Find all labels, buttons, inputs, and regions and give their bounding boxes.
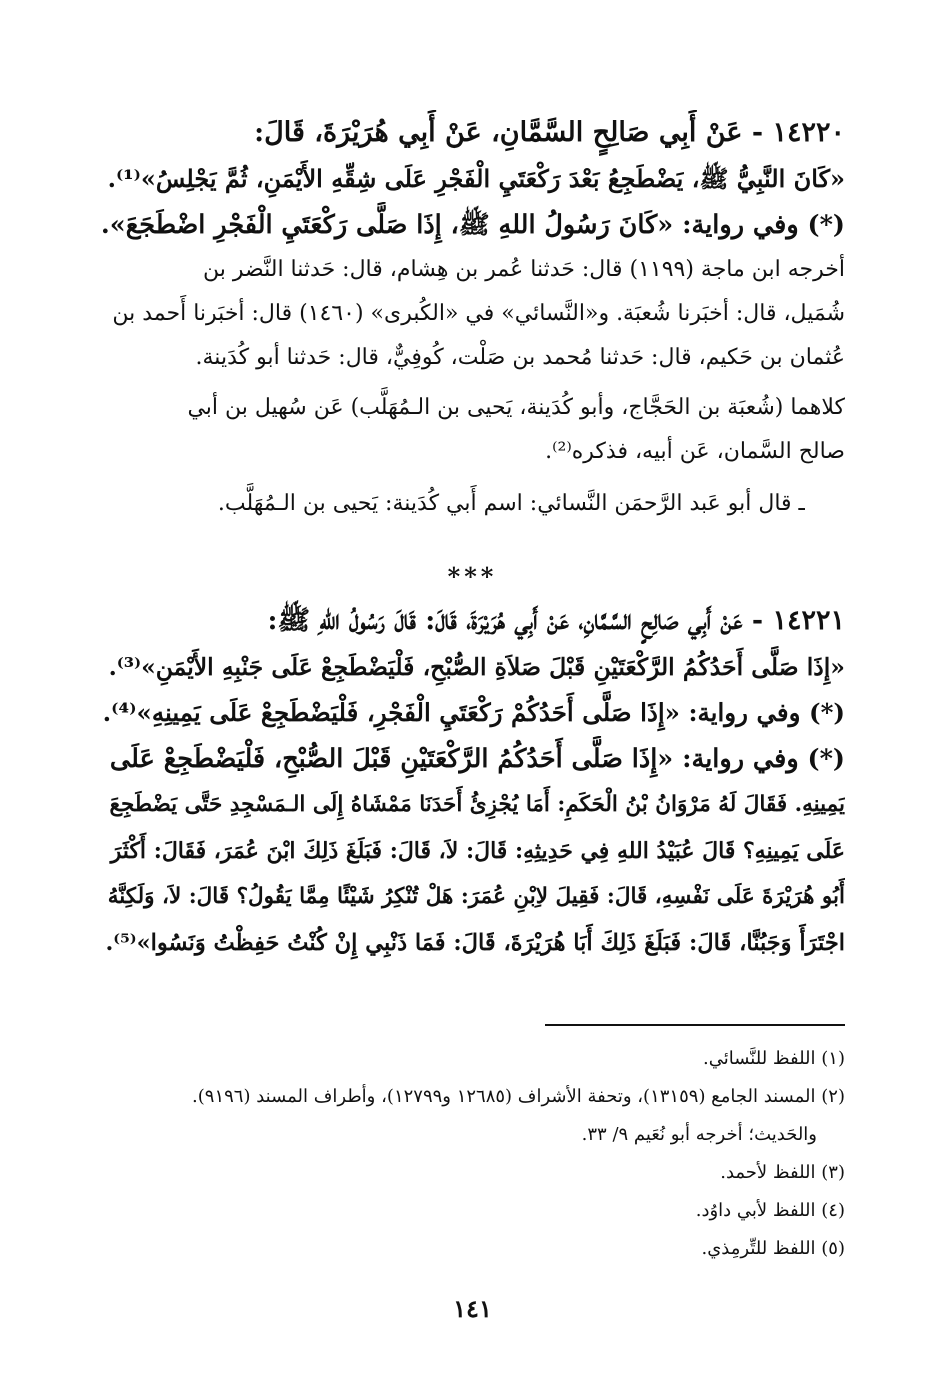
footnote-4: (٤) اللفظ لأبي داوُد. <box>695 1200 845 1221</box>
hadith-2-line-3: (*) وفي رواية: «إِذَا صَلَّى أَحَدُكُمْ رَكْعَتَيِ الْفَجْرِ، فَلْيَضْطَجِعْ عَلَى يَمِينِهِ»⁽⁴⁾. <box>102 698 845 727</box>
footnote-5: (٥) اللفظ للتِّرمِذي. <box>701 1238 845 1259</box>
footnote-3: (٣) اللفظ لأحمد. <box>720 1162 845 1183</box>
takhrij-line-5: صالح السَّمان، عَن أبيه، فذكره⁽²⁾. <box>545 439 845 464</box>
hadith-1-line-3: (*) وفي رواية: «كَانَ رَسُولُ اللهِ ﷺ، إِذَا صَلَّى رَكْعَتَيِ الْفَجْرِ اضْطَجَعَ». <box>100 210 845 240</box>
takhrij-note-nasai: ـ قال أبو عَبد الرَّحمَن النَّسائي: اسم أَبي كُدَينة: يَحيى بن الـمُهَلَّب. <box>217 491 805 516</box>
hadith-2-line-1: ١٤٢٢١ - عَنْ أَبِي صَالِحٍ السَّمَّانِ، عَنْ أَبِي هُرَيْرَةَ، قَالَ: قَالَ رَسُولُ اللهِ ﷺ: <box>267 605 845 636</box>
takhrij-line-1: أخرجه ابن ماجة (١١٩٩) قال: حَدثنا عُمر بن هِشام، قال: حَدثنا النَّضر بن <box>203 257 845 282</box>
footnote-2: (٢) المسند الجامع (١٣١٥٩)، وتحفة الأشراف (١٢٦٨٥ و١٢٧٩٩)، وأطراف المسند (٩١٩٦). <box>192 1086 845 1107</box>
hadith-2-line-4: (*) وفي رواية: «إِذَا صَلَّى أَحَدُكُمُ الرَّكْعَتَيْنِ قَبْلَ الصُّبْحِ، فَلْيَضْطَجِعْ عَلَى <box>109 744 845 774</box>
page-number: ١٤١ <box>453 1294 492 1323</box>
footnote-1: (١) اللفظ للنَّسائي. <box>703 1048 845 1069</box>
footnote-divider <box>545 1024 845 1026</box>
hadith-2-line-7: أَبُو هُرَيْرَةَ عَلَى نَفْسِهِ، قَالَ: فَقِيلَ لاِبْنِ عُمَرَ: هَلْ تُنْكِرُ شَيْئًا مِمَّا يَقُولُ؟ قَالَ: لاَ، وَلَكِنَّهُ <box>107 884 845 909</box>
page-body <box>100 110 845 1323</box>
hadith-2-line-2: «إِذَا صَلَّى أَحَدُكُمُ الرَّكْعَتَيْنِ قَبْلَ صَلاَةِ الصُّبْحِ، فَلْيَضْطَجِعْ عَلَى جَنْبِهِ الأَيْمَنِ»⁽³⁾. <box>108 653 845 681</box>
takhrij-line-2: شُمَيل، قال: أخبَرنا شُعبَة. و«النَّسائي» في «الكُبرى» (١٤٦٠) قال: أخبَرنا أَحمد بن <box>112 301 845 326</box>
hadith-1-line-1: ١٤٢٢٠ - عَنْ أَبِي صَالِحٍ السَّمَّانِ، عَنْ أَبِي هُرَيْرَةَ، قَالَ: <box>254 117 845 148</box>
section-separator: *** <box>447 562 498 591</box>
hadith-2-line-5: يَمِينِهِ. فَقَالَ لَهُ مَرْوَانُ بْنُ الْحَكَمِ: أَمَا يُجْزِئُ أَحَدَنَا مَمْشَاهُ إِلَى الـمَسْجِدِ حَتَّى يَضْطَجِعَ <box>109 792 845 817</box>
takhrij-line-4: كلاهما (شُعبَة بن الحَجَّاج، وأبو كُدَينة، يَحيى بن الـمُهَلَّب) عَن سُهيل بن أبي <box>187 395 845 420</box>
hadith-1-line-2: «كَانَ النَّبِيُّ ﷺ، يَضْطَجِعُ بَعْدَ رَكْعَتَيِ الْفَجْرِ عَلَى شِقِّهِ الأَيْمَنِ، ثُمَّ يَجْلِسُ»⁽¹⁾. <box>107 164 845 193</box>
hadith-2-line-6: عَلَى يَمِينِهِ؟ قَالَ عُبَيْدُ اللهِ فِي حَدِيثِهِ: قَالَ: لاَ، قَالَ: فَبَلَغَ ذَلِكَ ابْنَ عُمَرَ، فَقَالَ: أَكْثَرَ <box>110 838 845 864</box>
hadith-2-line-8: اجْتَرَأَ وَجَبُنَّا، قَالَ: فَبَلَغَ ذَلِكَ أَبَا هُرَيْرَةَ، قَالَ: فَمَا ذَنْبِي إِنْ كُنْتُ حَفِظْتُ وَنَسُوا»⁽⁵⁾. <box>105 930 845 956</box>
footnote-2-continued: والحَديث؛ أخرجه أبو نُعَيم ٩/ ٣٣. <box>581 1124 817 1145</box>
takhrij-line-3: عُثمان بن حَكيم، قال: حَدثنا مُحمد بن صَلْت، كُوفِيٌّ، قال: حَدثنا أبو كُدَينة. <box>195 345 845 370</box>
